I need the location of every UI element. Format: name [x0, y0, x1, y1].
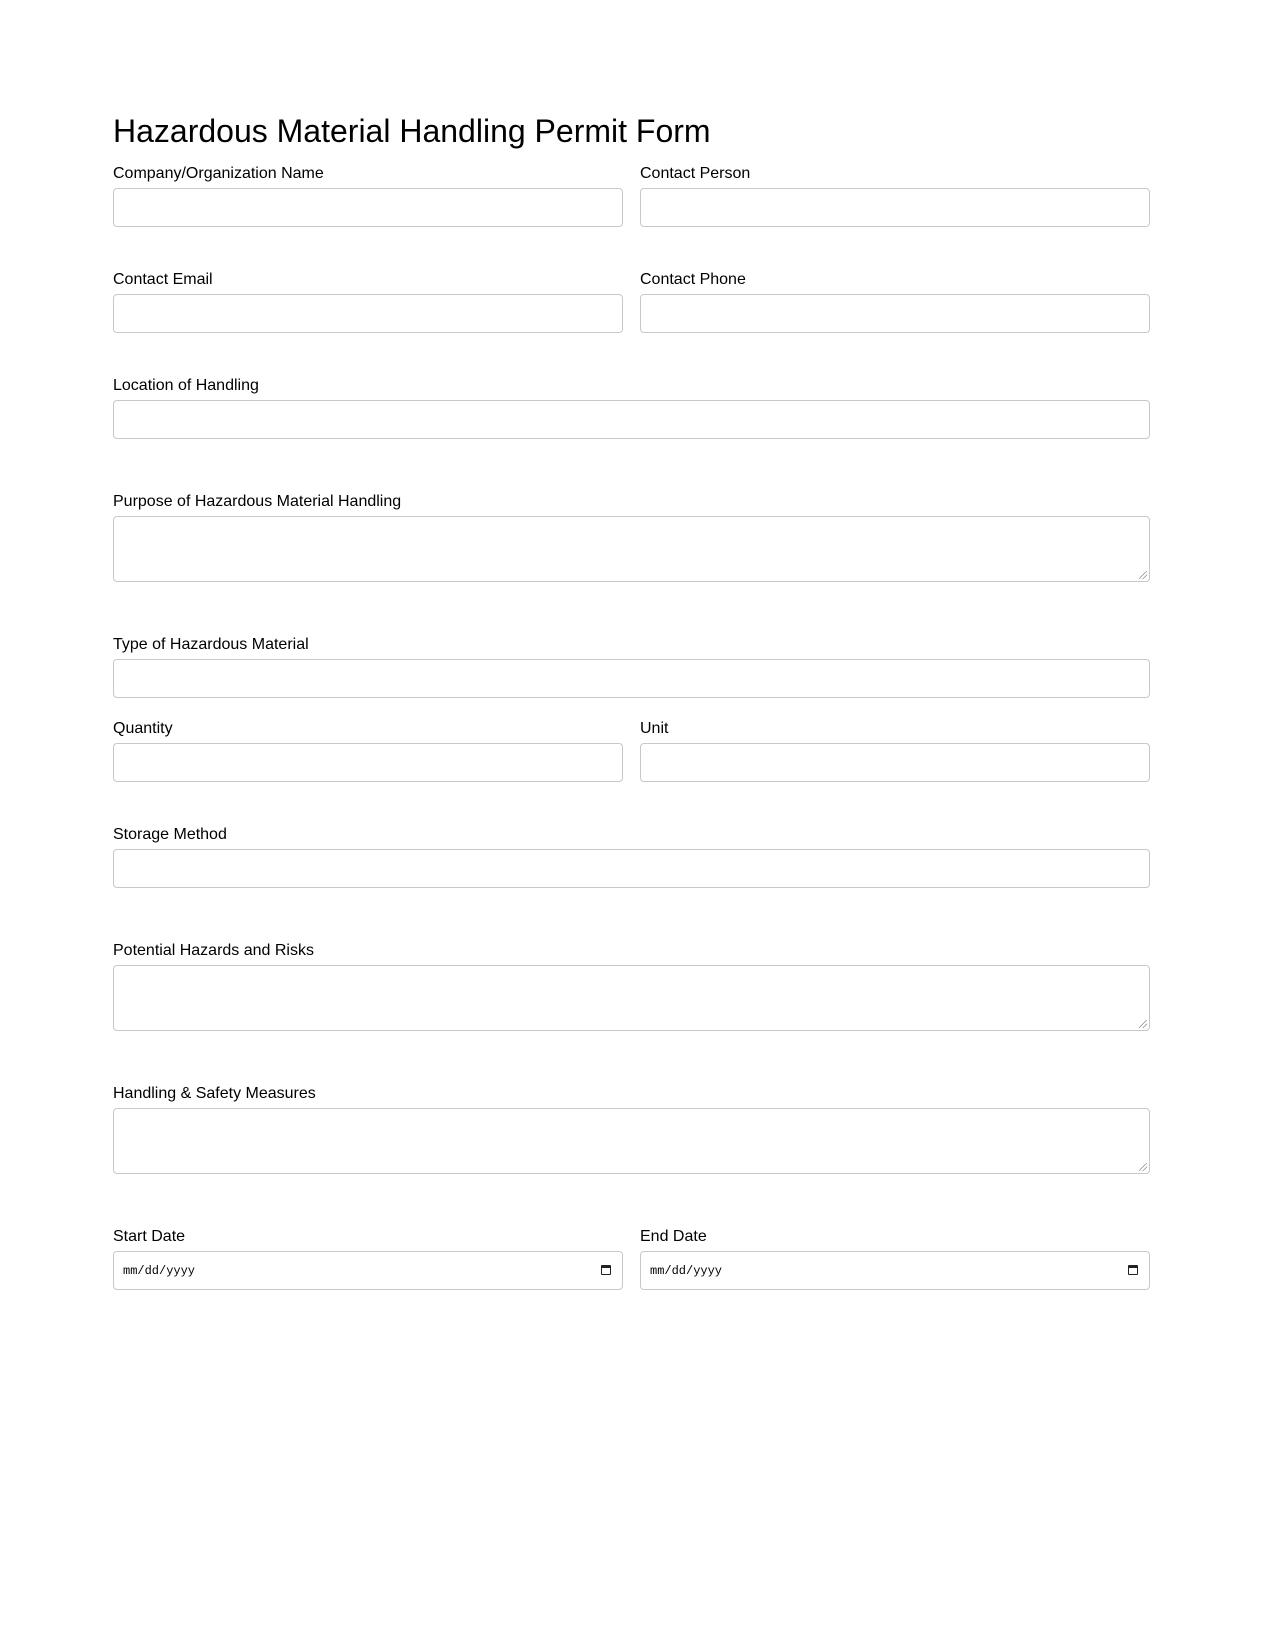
calendar-icon[interactable]	[601, 1265, 611, 1275]
safety-measures-label: Handling & Safety Measures	[113, 1085, 316, 1102]
resize-handle-icon[interactable]	[1139, 571, 1147, 579]
quantity-input[interactable]	[113, 743, 623, 782]
quantity-label: Quantity	[113, 720, 173, 737]
start-date-label: Start Date	[113, 1228, 186, 1245]
company-name-label: Company/Organization Name	[113, 165, 324, 182]
purpose-label: Purpose of Hazardous Material Handling	[113, 493, 402, 510]
end-date-placeholder: mm/dd/yyyy	[650, 1264, 723, 1278]
contact-phone-input[interactable]	[640, 294, 1150, 333]
unit-input[interactable]	[640, 743, 1150, 782]
material-type-label: Type of Hazardous Material	[113, 636, 309, 653]
calendar-icon[interactable]	[1128, 1265, 1138, 1275]
start-date-placeholder: mm/dd/yyyy	[123, 1264, 196, 1278]
safety-measures-textarea[interactable]	[113, 1108, 1150, 1174]
location-label: Location of Handling	[113, 377, 259, 394]
resize-handle-icon[interactable]	[1139, 1163, 1147, 1171]
page-title: Hazardous Material Handling Permit Form	[113, 113, 711, 149]
end-date-label: End Date	[640, 1228, 707, 1245]
unit-label: Unit	[640, 720, 669, 737]
material-type-input[interactable]	[113, 659, 1150, 698]
storage-method-label: Storage Method	[113, 826, 227, 843]
contact-phone-label: Contact Phone	[640, 271, 746, 288]
contact-email-label: Contact Email	[113, 271, 213, 288]
end-date-input[interactable]	[640, 1251, 1150, 1290]
contact-email-input[interactable]	[113, 294, 623, 333]
purpose-textarea[interactable]	[113, 516, 1150, 582]
hazards-label: Potential Hazards and Risks	[113, 942, 314, 959]
location-input[interactable]	[113, 400, 1150, 439]
hazards-textarea[interactable]	[113, 965, 1150, 1031]
company-name-input[interactable]	[113, 188, 623, 227]
start-date-input[interactable]	[113, 1251, 623, 1290]
resize-handle-icon[interactable]	[1139, 1020, 1147, 1028]
contact-person-label: Contact Person	[640, 165, 751, 182]
storage-method-input[interactable]	[113, 849, 1150, 888]
contact-person-input[interactable]	[640, 188, 1150, 227]
